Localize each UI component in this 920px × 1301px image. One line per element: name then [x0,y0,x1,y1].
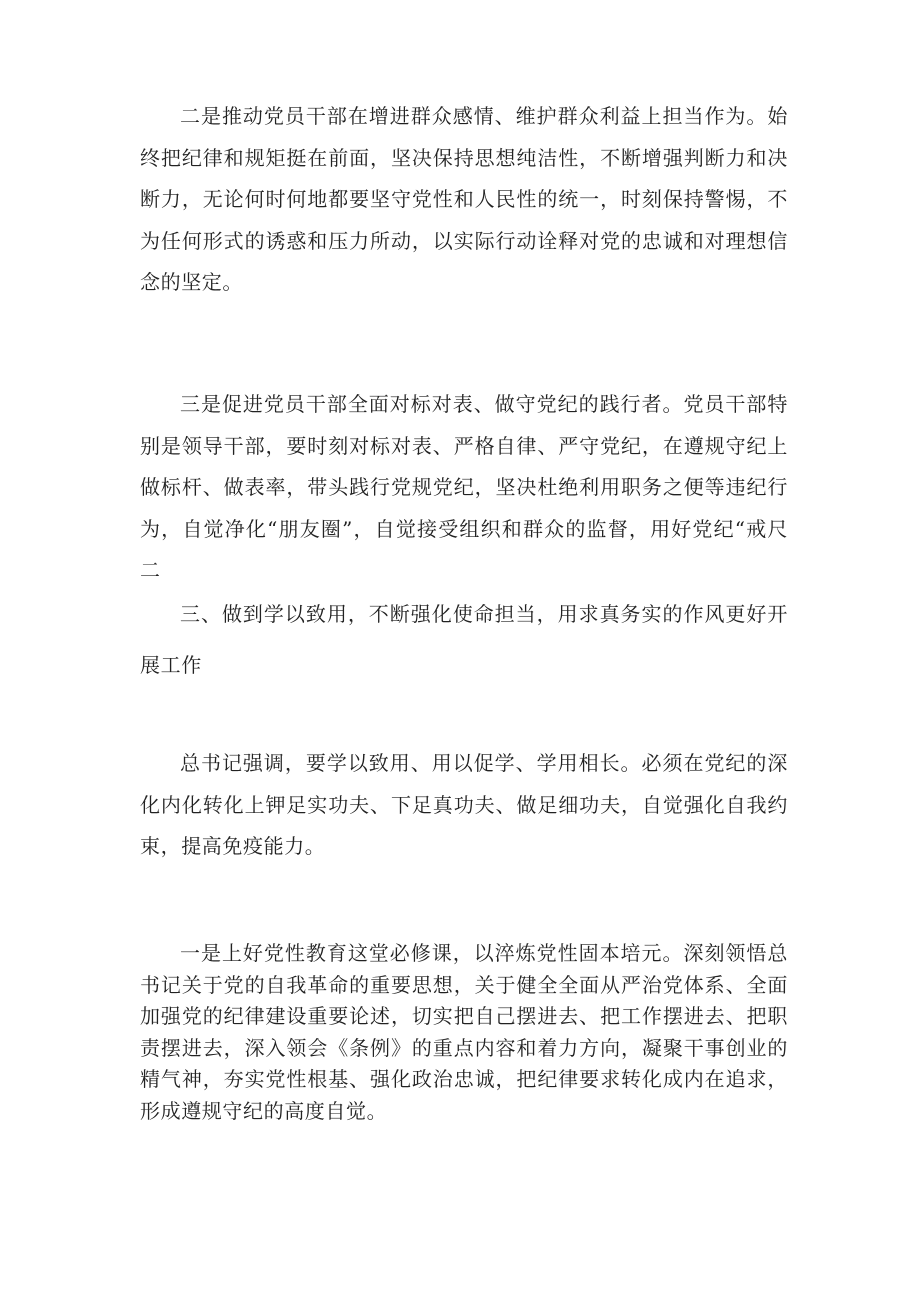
paragraph-third-point: 三是促进党员干部全面对标对表、做守党纪的践行者。党员干部特别是领导干部，要时刻对标对表、严格自律、严守党纪，在遵规守纪上做标杆、做表率，带头践行党规党纪，坚决杜绝利用职务之便等违纪行为，自觉净化“朋友圈”，自觉接受组织和群众的监督，用好党纪“戒尺二 [140,392,788,582]
section-heading-three: 三、做到学以致用，不断强化使命担当，用求真务实的作风更好开展工作 [140,602,788,677]
paragraph-learn-and-apply: 总书记强调，要学以致用、用以促学、学用相长。必须在党纪的深化内化转化上钾足实功夫、下足真功夫、做足细功夫，自觉强化自我约束，提高免疫能力。 [140,751,788,858]
paragraph-first-point: 一是上好党性教育这堂必修课，以淬炼党性固本培元。深刻领悟总书记关于党的自我革命的重要思想，关于健全全面从严治党体系、全面加强党的纪律建设重要论述，切实把自己摆进去、把工作摆进去、把职责摆进去，深入领会《条例》的重点内容和着力方向，凝聚干事创业的精气神，夯实党性根基、强化政治忠诚，把纪律要求转化成内在追求，形成遵规守纪的高度自觉。 [140,941,788,1123]
paragraph-second-point: 二是推动党员干部在增进群众感情、维护群众利益上担当作为。始终把纪律和规矩挺在前面，坚决保持思想纯洁性，不断增强判断力和决断力，无论何时何地都要坚守党性和人民性的统一，时刻保持警惕，不为任何形式的诱惑和压力所动，以实际行动诠释对党的忠诚和对理想信念的坚定。 [140,104,788,294]
